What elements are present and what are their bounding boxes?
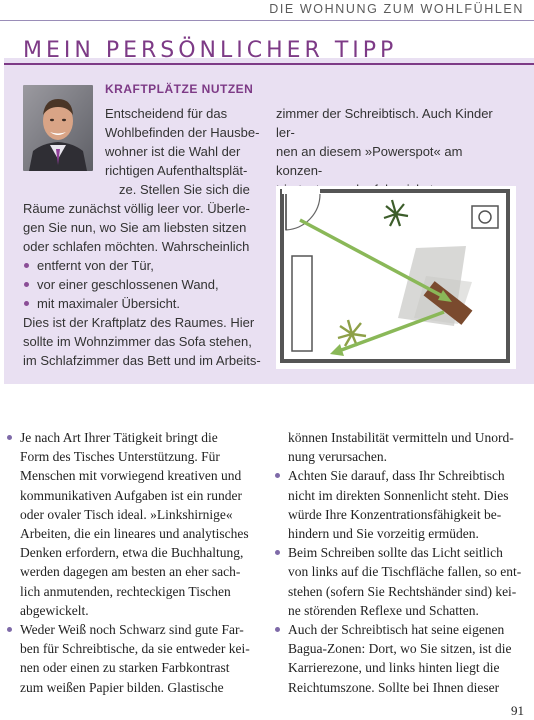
text-line: kommunikativen Aufgaben ist ein runder bbox=[20, 487, 242, 503]
tip-text-beside-photo bbox=[105, 104, 265, 199]
text-line: nen an diesem »Powerspot« am konzen- bbox=[276, 144, 463, 178]
text-line: lich anmutenden, rechteckigen Tischen bbox=[20, 583, 231, 599]
author-portrait bbox=[23, 85, 93, 171]
list-item bbox=[275, 466, 530, 543]
text-line: sollte im Wohnzimmer das Sofa stehen, bbox=[23, 334, 252, 349]
list-item: mit maximaler Übersicht. bbox=[23, 294, 273, 313]
text-line: wohner ist die Wahl der bbox=[105, 144, 241, 159]
text-line: oder ovaler Tisch ideal. »Linkshirnige« bbox=[20, 506, 233, 522]
tip-text-right bbox=[276, 104, 508, 199]
list-item bbox=[275, 543, 530, 620]
tip-bullet-list bbox=[23, 256, 273, 313]
text-line: Menschen mit vorwiegend kreativen und bbox=[20, 468, 242, 484]
header-rule bbox=[0, 20, 534, 21]
text-line: Form des Tisches Unterstützung. Für bbox=[20, 449, 220, 465]
tip-text-main bbox=[23, 199, 273, 370]
sink-icon bbox=[472, 206, 498, 228]
list-item bbox=[275, 620, 530, 697]
text-line: würde Ihre Konzentrationsfähigkeit be- bbox=[288, 506, 502, 522]
text-line: nicht im direkten Sonnenlicht steht. Dies bbox=[288, 487, 509, 503]
text-line: Weder Weiß noch Schwarz sind gute Far- bbox=[20, 622, 244, 638]
room-floorplan-illustration bbox=[276, 186, 516, 369]
text-line: im Schlafzimmer das Bett und im Arbeits- bbox=[23, 353, 261, 368]
tip-heading: KRAFTPLÄTZE NUTZEN bbox=[105, 82, 254, 96]
text-line: zum weißen Papier bilden. Glastische bbox=[20, 679, 224, 695]
tip-title: MEIN PERSÖNLICHER TIPP bbox=[23, 38, 398, 63]
text-line: nen oder einen zu starken Farbkontrast bbox=[20, 660, 230, 676]
text-line: ben für Schreibtische, da sie entweder kei- bbox=[20, 641, 250, 657]
text-line: ze. Stellen Sie sich die bbox=[119, 182, 250, 197]
body-bullet-list bbox=[7, 428, 257, 697]
text-line: Karrierezone, und links hinten liegt die bbox=[288, 660, 500, 676]
list-item bbox=[7, 428, 257, 620]
text-line: richtigen Aufenthaltsplät- bbox=[105, 163, 248, 178]
text-line: Beim Schreiben sollte das Licht seitlich bbox=[288, 545, 503, 561]
body-bullet-list bbox=[275, 466, 530, 696]
text-line: Wohlbefinden der Hausbe- bbox=[105, 125, 260, 140]
text-line: von links auf die Tischfläche fallen, so ent- bbox=[288, 564, 522, 580]
continued-paragraph bbox=[275, 428, 530, 466]
text-line: gen Sie nun, wo Sie am liebsten sitzen bbox=[23, 220, 247, 235]
text-line: Je nach Art Ihrer Tätigkeit bringt die bbox=[20, 430, 218, 445]
list-item: entfernt von der Tür, bbox=[23, 256, 273, 275]
page-number: 91 bbox=[511, 703, 524, 718]
text-line: Entscheidend für das bbox=[105, 106, 228, 121]
text-line: Auch der Schreibtisch hat seine eigenen bbox=[288, 622, 505, 638]
text-line: Denken erfordern, etwa die Buchhaltung, bbox=[20, 545, 244, 561]
text-line: können Instabilität vermitteln und Unord- bbox=[288, 430, 514, 445]
text-line: Bagua-Zonen: Dort, wo Sie sitzen, ist die bbox=[288, 641, 512, 657]
text-line: oder schlafen möchten. Wahrscheinlich bbox=[23, 239, 250, 254]
text-line: abgewickelt. bbox=[20, 602, 89, 618]
tip-title-rule bbox=[4, 63, 534, 65]
text-line: Räume zunächst völlig leer vor. Überle- bbox=[23, 201, 250, 216]
running-head: DIE WOHNUNG ZUM WOHLFÜHLEN bbox=[269, 2, 524, 16]
text-line: Arbeiten, die ein lineares und analytisches bbox=[20, 526, 249, 542]
list-item bbox=[7, 620, 257, 697]
text-line: zimmer der Schreibtisch. Auch Kinder ler- bbox=[276, 106, 493, 140]
text-line: Reichtumszone. Sollte bei Ihnen dieser bbox=[288, 679, 500, 695]
body-column-left bbox=[7, 428, 257, 697]
text-line: Achten Sie darauf, dass Ihr Schreibtisch bbox=[288, 468, 505, 484]
text-line: ne störenden Reflexe und Schatten. bbox=[288, 602, 479, 618]
list-item: vor einer geschlossenen Wand, bbox=[23, 275, 273, 294]
text-line: nung verursachen. bbox=[288, 449, 387, 465]
text-line: Dies ist der Kraftplatz des Raumes. Hier bbox=[23, 315, 255, 330]
body-column-right bbox=[275, 428, 530, 697]
text-line: hindern und Sie vorzeitig ermüden. bbox=[288, 526, 479, 542]
text-line: werden dagegen am besten an eher sach- bbox=[20, 564, 241, 580]
text-line: stehen (sofern Sie Rechtshänder sind) kei- bbox=[288, 583, 517, 599]
